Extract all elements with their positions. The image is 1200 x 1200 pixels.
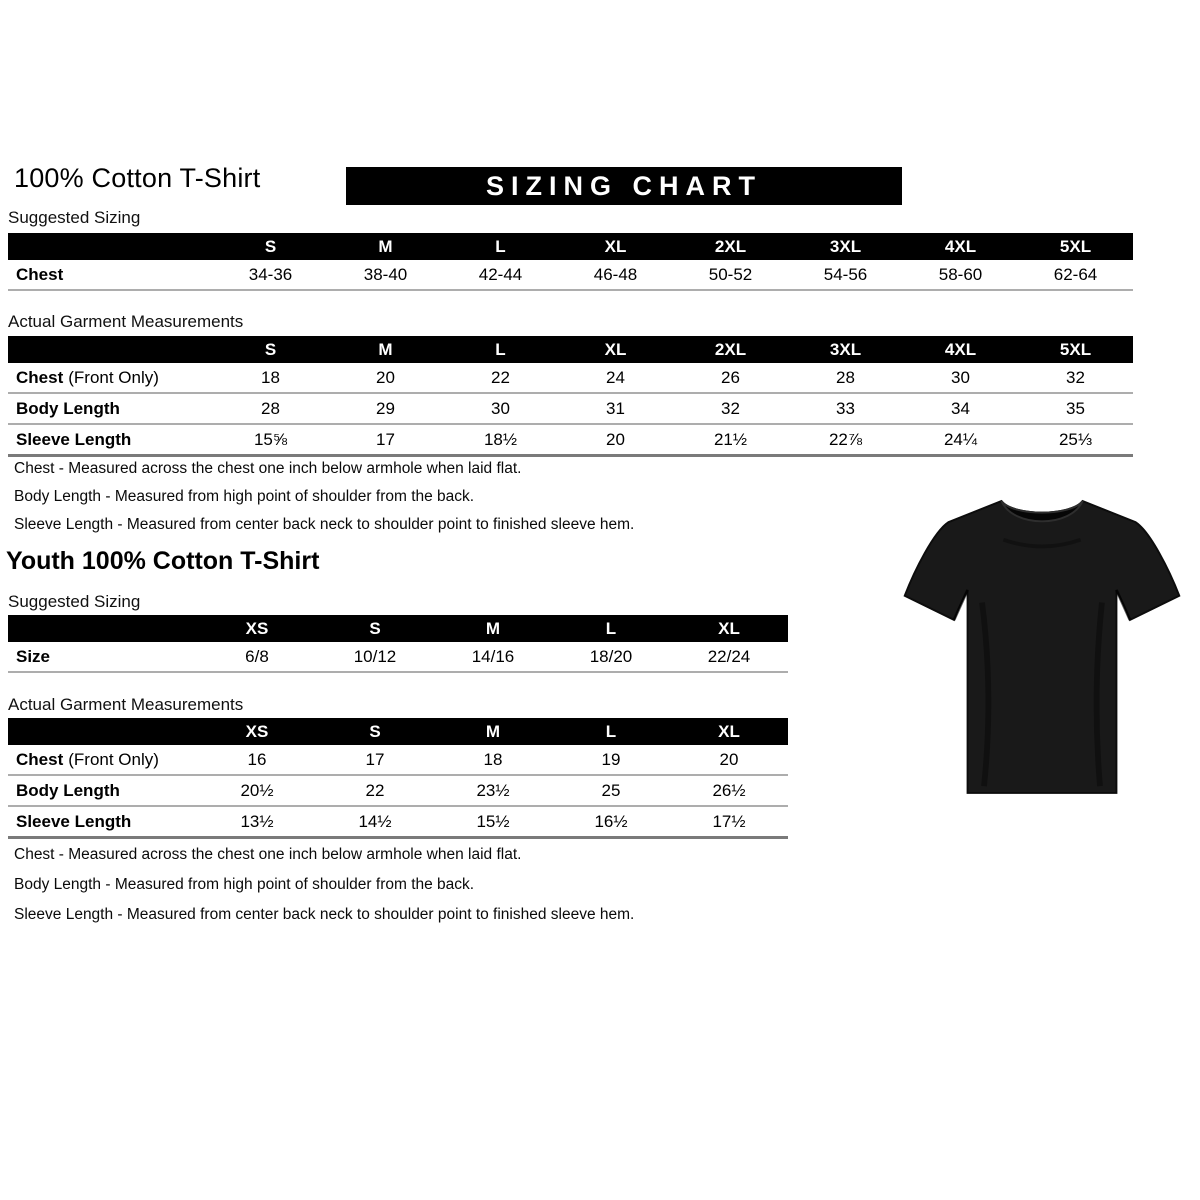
- table-row: [8, 424, 1133, 456]
- value-cell: 16: [198, 745, 316, 775]
- size-header-cell: XL: [670, 718, 788, 745]
- size-header-cell: M: [328, 336, 443, 363]
- value-cell: 26: [673, 363, 788, 393]
- value-cell: 58-60: [903, 260, 1018, 290]
- tshirt-image: [897, 477, 1187, 815]
- adult-title: 100% Cotton T-Shirt: [14, 163, 261, 193]
- table-row: [8, 806, 788, 838]
- size-header-cell: L: [552, 615, 670, 642]
- size-header-cell: M: [328, 233, 443, 260]
- value-cell: 24¼: [903, 424, 1018, 456]
- size-header-cell: 2XL: [673, 233, 788, 260]
- note-line: Body Length - Measured from high point of shoulder from the back.: [14, 876, 475, 893]
- value-cell: 46-48: [558, 260, 673, 290]
- size-header-cell: M: [434, 718, 552, 745]
- size-header-cell: XL: [558, 336, 673, 363]
- size-header-cell: XS: [198, 615, 316, 642]
- table-row: [8, 775, 788, 806]
- table-row: [8, 363, 1133, 393]
- size-header-cell: 5XL: [1018, 336, 1133, 363]
- sizing-chart-banner: [346, 167, 902, 205]
- size-header-cell: 5XL: [1018, 233, 1133, 260]
- value-cell: 30: [443, 393, 558, 424]
- value-cell: 18½: [443, 424, 558, 456]
- table-row: [8, 745, 788, 775]
- value-cell: 18: [434, 745, 552, 775]
- value-cell: 13½: [198, 806, 316, 838]
- size-header-cell: 4XL: [903, 336, 1018, 363]
- size-header-cell: S: [316, 718, 434, 745]
- value-cell: 19: [552, 745, 670, 775]
- youth-suggested-sizing-table: [8, 615, 788, 673]
- value-cell: 32: [673, 393, 788, 424]
- table-header-row: [8, 233, 1133, 260]
- value-cell: 21½: [673, 424, 788, 456]
- youth-title: Youth 100% Cotton T-Shirt: [6, 547, 320, 575]
- youth-actual-measurements-label: Actual Garment Measurements: [8, 695, 244, 714]
- value-cell: 28: [788, 363, 903, 393]
- value-cell: 23½: [434, 775, 552, 806]
- value-cell: 50-52: [673, 260, 788, 290]
- empty-header-cell: [8, 233, 213, 260]
- value-cell: 33: [788, 393, 903, 424]
- row-label-suffix: (Front Only): [68, 749, 159, 769]
- size-header-cell: 4XL: [903, 233, 1018, 260]
- value-cell: 34: [903, 393, 1018, 424]
- value-cell: 54-56: [788, 260, 903, 290]
- youth-measurement-notes: [14, 840, 634, 930]
- note-line: Sleeve Length - Measured from center back neck to shoulder point to finished sleeve hem.: [14, 516, 635, 533]
- table-row: [8, 393, 1133, 424]
- value-cell: 20: [558, 424, 673, 456]
- row-label-cell: Size: [8, 642, 198, 672]
- row-label-cell: Body Length: [8, 775, 198, 806]
- value-cell: 17½: [670, 806, 788, 838]
- table-header-row: [8, 336, 1133, 363]
- row-label-cell: Body Length: [8, 393, 213, 424]
- value-cell: 10/12: [316, 642, 434, 672]
- size-header-cell: L: [552, 718, 670, 745]
- value-cell: 17: [328, 424, 443, 456]
- value-cell: 20: [328, 363, 443, 393]
- row-label-cell: Chest (Front Only): [8, 745, 198, 775]
- note-line: Chest - Measured across the chest one inch below armhole when laid flat.: [14, 460, 522, 477]
- value-cell: 29: [328, 393, 443, 424]
- note-line: Body Length - Measured from high point of shoulder from the back.: [14, 488, 475, 505]
- youth-suggested-sizing-label: Suggested Sizing: [8, 592, 141, 611]
- value-cell: 15⅝: [213, 424, 328, 456]
- size-header-cell: S: [213, 336, 328, 363]
- value-cell: 22: [443, 363, 558, 393]
- value-cell: 6/8: [198, 642, 316, 672]
- size-header-cell: XL: [670, 615, 788, 642]
- value-cell: 22/24: [670, 642, 788, 672]
- value-cell: 62-64: [1018, 260, 1133, 290]
- value-cell: 24: [558, 363, 673, 393]
- value-cell: 25: [552, 775, 670, 806]
- sizing-chart-banner-label: SIZING CHART: [486, 170, 762, 201]
- adult-actual-measurements-label: Actual Garment Measurements: [8, 312, 244, 331]
- value-cell: 42-44: [443, 260, 558, 290]
- value-cell: 14/16: [434, 642, 552, 672]
- table-row: [8, 642, 788, 672]
- size-header-cell: L: [443, 233, 558, 260]
- value-cell: 18/20: [552, 642, 670, 672]
- value-cell: 20: [670, 745, 788, 775]
- row-label-cell: Sleeve Length: [8, 424, 213, 456]
- size-header-cell: XS: [198, 718, 316, 745]
- value-cell: 35: [1018, 393, 1133, 424]
- value-cell: 18: [213, 363, 328, 393]
- value-cell: 34-36: [213, 260, 328, 290]
- empty-header-cell: [8, 718, 198, 745]
- adult-actual-measurements-table: [8, 336, 1133, 457]
- value-cell: 25⅓: [1018, 424, 1133, 456]
- table-header-row: [8, 615, 788, 642]
- size-header-cell: M: [434, 615, 552, 642]
- value-cell: 22: [316, 775, 434, 806]
- value-cell: 15½: [434, 806, 552, 838]
- value-cell: 26½: [670, 775, 788, 806]
- table-row: [8, 260, 1133, 290]
- value-cell: 28: [213, 393, 328, 424]
- adult-suggested-sizing-label: Suggested Sizing: [8, 208, 141, 227]
- value-cell: 22⅞: [788, 424, 903, 456]
- note-line: Sleeve Length - Measured from center back neck to shoulder point to finished sleeve hem.: [14, 906, 635, 923]
- youth-actual-measurements-table: [8, 718, 788, 839]
- row-label-suffix: (Front Only): [68, 367, 159, 387]
- size-header-cell: 3XL: [788, 336, 903, 363]
- table-header-row: [8, 718, 788, 745]
- adult-measurement-notes: [14, 455, 634, 539]
- row-label-cell: Chest: [8, 260, 213, 290]
- size-header-cell: 3XL: [788, 233, 903, 260]
- note-line: Chest - Measured across the chest one inch below armhole when laid flat.: [14, 846, 522, 863]
- row-label-cell: Chest (Front Only): [8, 363, 213, 393]
- value-cell: 16½: [552, 806, 670, 838]
- value-cell: 20½: [198, 775, 316, 806]
- value-cell: 30: [903, 363, 1018, 393]
- value-cell: 32: [1018, 363, 1133, 393]
- value-cell: 17: [316, 745, 434, 775]
- value-cell: 14½: [316, 806, 434, 838]
- adult-suggested-sizing-table: [8, 233, 1133, 291]
- value-cell: 38-40: [328, 260, 443, 290]
- empty-header-cell: [8, 336, 213, 363]
- size-header-cell: S: [213, 233, 328, 260]
- empty-header-cell: [8, 615, 198, 642]
- size-header-cell: 2XL: [673, 336, 788, 363]
- value-cell: 31: [558, 393, 673, 424]
- row-label-cell: Sleeve Length: [8, 806, 198, 838]
- size-header-cell: L: [443, 336, 558, 363]
- size-header-cell: S: [316, 615, 434, 642]
- size-header-cell: XL: [558, 233, 673, 260]
